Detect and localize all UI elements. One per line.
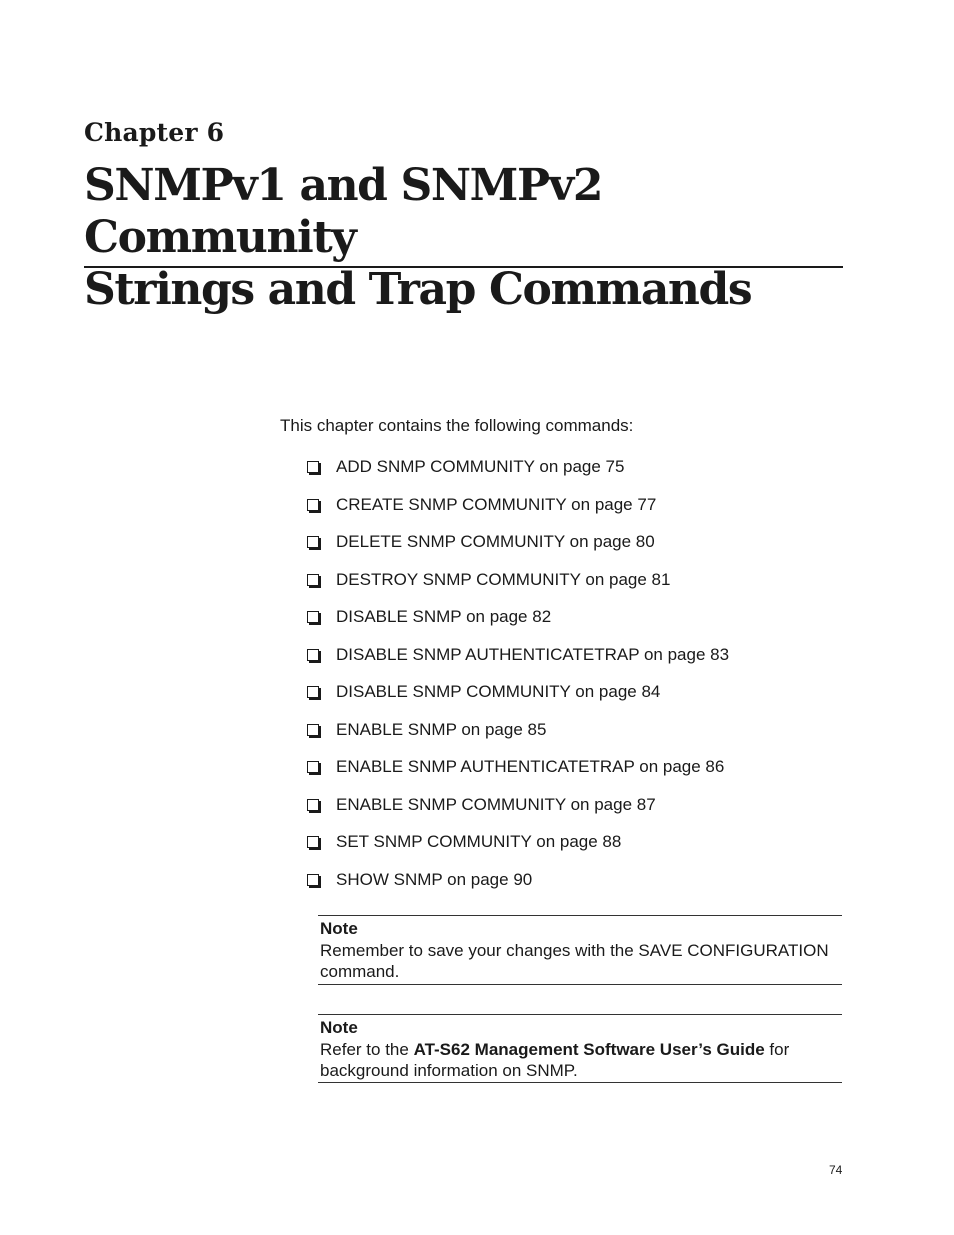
- note-body: Remember to save your changes with the SAVE CONFIGURATION command.: [320, 940, 829, 981]
- list-item[interactable]: [307, 569, 729, 607]
- note-user-guide: [318, 1014, 842, 1083]
- checkbox-icon: [307, 461, 319, 473]
- note-heading: Note: [320, 919, 358, 938]
- page-number: 74: [829, 1163, 843, 1177]
- list-item[interactable]: [307, 606, 729, 644]
- title-rule: [84, 266, 843, 268]
- command-link[interactable]: DISABLE SNMP AUTHENTICATETRAP on page 83: [336, 644, 730, 664]
- checkbox-icon: [307, 686, 319, 698]
- command-link[interactable]: DELETE SNMP COMMUNITY on page 80: [336, 532, 655, 551]
- checkbox-icon: [307, 799, 319, 811]
- list-item[interactable]: [307, 756, 729, 794]
- note-body: [320, 1039, 842, 1082]
- list-item[interactable]: [307, 494, 729, 532]
- list-item[interactable]: [307, 531, 729, 569]
- checkbox-icon: [307, 574, 319, 586]
- chapter-title: [84, 160, 884, 316]
- list-item[interactable]: [307, 456, 729, 494]
- list-item[interactable]: [307, 869, 729, 907]
- command-link[interactable]: DISABLE SNMP on page 82: [336, 607, 552, 626]
- command-link[interactable]: ENABLE SNMP AUTHENTICATETRAP on page 86: [336, 757, 725, 776]
- list-item[interactable]: [307, 719, 729, 757]
- note-save-configuration: [318, 915, 842, 985]
- command-link[interactable]: CREATE SNMP COMMUNITY on page 77: [336, 494, 657, 514]
- command-link[interactable]: SHOW SNMP on page 90: [336, 869, 533, 889]
- note-body-prefix: Refer to the: [320, 1039, 414, 1059]
- command-link[interactable]: DISABLE SNMP COMMUNITY on page 84: [336, 682, 661, 701]
- chapter-title-line-1: SNMPv1 and SNMPv2 Community: [84, 160, 603, 263]
- chapter-label: Chapter 6: [84, 118, 225, 147]
- checkbox-icon: [307, 611, 319, 623]
- checkbox-icon: [307, 724, 319, 736]
- command-link[interactable]: DESTROY SNMP COMMUNITY on page 81: [336, 569, 671, 589]
- checkbox-icon: [307, 761, 319, 773]
- list-item[interactable]: [307, 794, 729, 832]
- command-link[interactable]: ADD SNMP COMMUNITY on page 75: [336, 457, 625, 476]
- command-list: [307, 456, 729, 906]
- checkbox-icon: [307, 536, 319, 548]
- checkbox-icon: [307, 836, 319, 848]
- command-link[interactable]: SET SNMP COMMUNITY on page 88: [336, 832, 622, 851]
- list-item[interactable]: [307, 831, 729, 869]
- intro-text: This chapter contains the following commands:: [280, 416, 634, 435]
- checkbox-icon: [307, 874, 319, 886]
- command-link[interactable]: ENABLE SNMP COMMUNITY on page 87: [336, 794, 656, 814]
- list-item[interactable]: [307, 681, 729, 719]
- checkbox-icon: [307, 499, 319, 511]
- checkbox-icon: [307, 649, 319, 661]
- list-item[interactable]: [307, 644, 729, 682]
- guide-title: AT-S62 Management Software User’s Guide: [413, 1039, 765, 1059]
- note-heading: Note: [320, 1018, 358, 1037]
- command-link[interactable]: ENABLE SNMP on page 85: [336, 719, 547, 739]
- chapter-title-line-2: Strings and Trap Commands: [84, 264, 752, 315]
- note-body-suffix: for background information on SNMP.: [320, 1039, 790, 1080]
